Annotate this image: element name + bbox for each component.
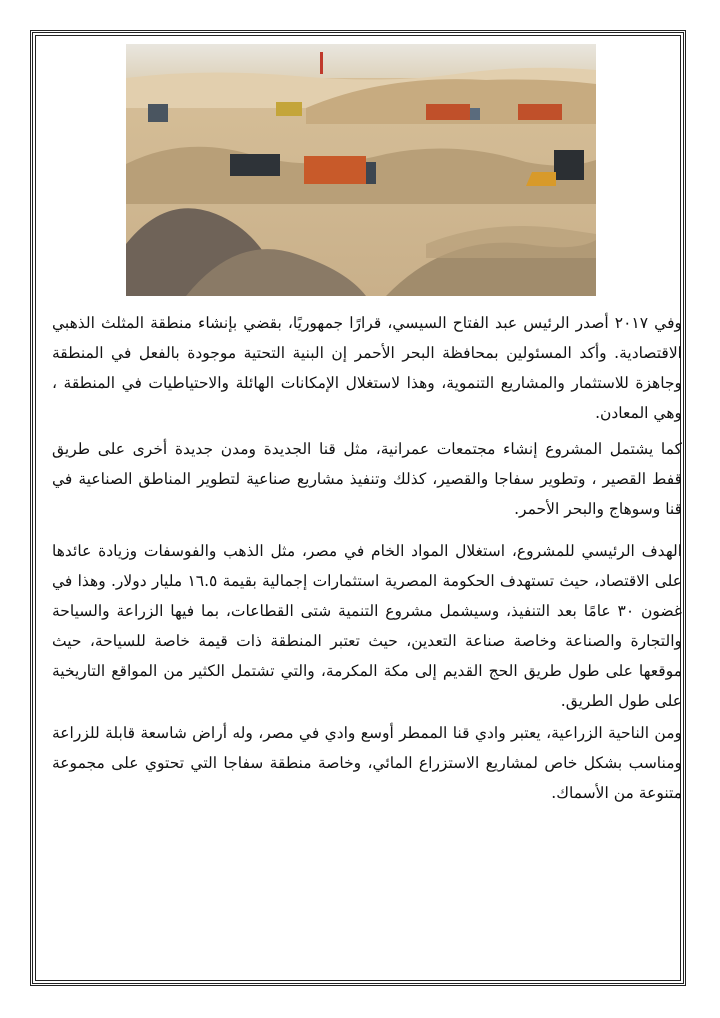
construction-site-photo [126, 44, 596, 296]
article-paragraph-4: ومن الناحية الزراعية، يعتبر وادي قنا الممطر أوسع وادي في مصر، وله أراض شاسعة قابلة للزراعة ومناسب بشكل خاص لمشاريع الاستزراع المائي، وخاصة منطقة سفاجا التي تحتوي على مجموعة متنوعة من الأسماك. [52, 724, 682, 802]
article-paragraph-3: الهدف الرئيسي للمشروع، استغلال المواد الخام في مصر، مثل الذهب والفوسفات وزيادة عائدها على الاقتصاد، حيث تستهدف الحكومة المصرية استثمارات إجمالية بقيمة ١٦.٥ مليار دولار. وهذا في غضون ٣٠ عامًا بعد التنفيذ، وسيشمل مشروع التنمية شتى القطاعات، بما فيها الزراعة والسياحة والتجارة والصناعة وخاصة صناعة التعدين، حيث تعتبر المنطقة ذات قيمة خاصة للسياحة، حيث موقعها على طول طريق الحج القديم إلى مكة المكرمة، والتي تشتمل الكثير من المواقع التاريخية على طول الطريق. [52, 542, 682, 710]
article-paragraph-1: وفي ٢٠١٧ أصدر الرئيس عبد الفتاح السيسي، قرارًا جمهوريًا، بقضي بإنشاء منطقة المثلث الذهبي الاقتصادية. وأكد المسئولين بمحافظة البحر الأحمر إن البنية التحتية موجودة بالفعل في المنطقة وجاهزة للاستثمار والمشاريع التنموية، وهذا لاستغلال الإمكانات الهائلة والاحتياطيات في المنطقة ، وهي المعادن. [52, 314, 682, 422]
article-paragraph-2: كما يشتمل المشروع إنشاء مجتمعات عمرانية، مثل قنا الجديدة ومدن جديدة أخرى على طريق قفط القصير ، وتطوير سفاجا والقصير، كذلك وتنفيذ مشاريع صناعية لتطوير المناطق الصناعية في قنا وسوهاج والبحر الأحمر. [52, 440, 682, 518]
